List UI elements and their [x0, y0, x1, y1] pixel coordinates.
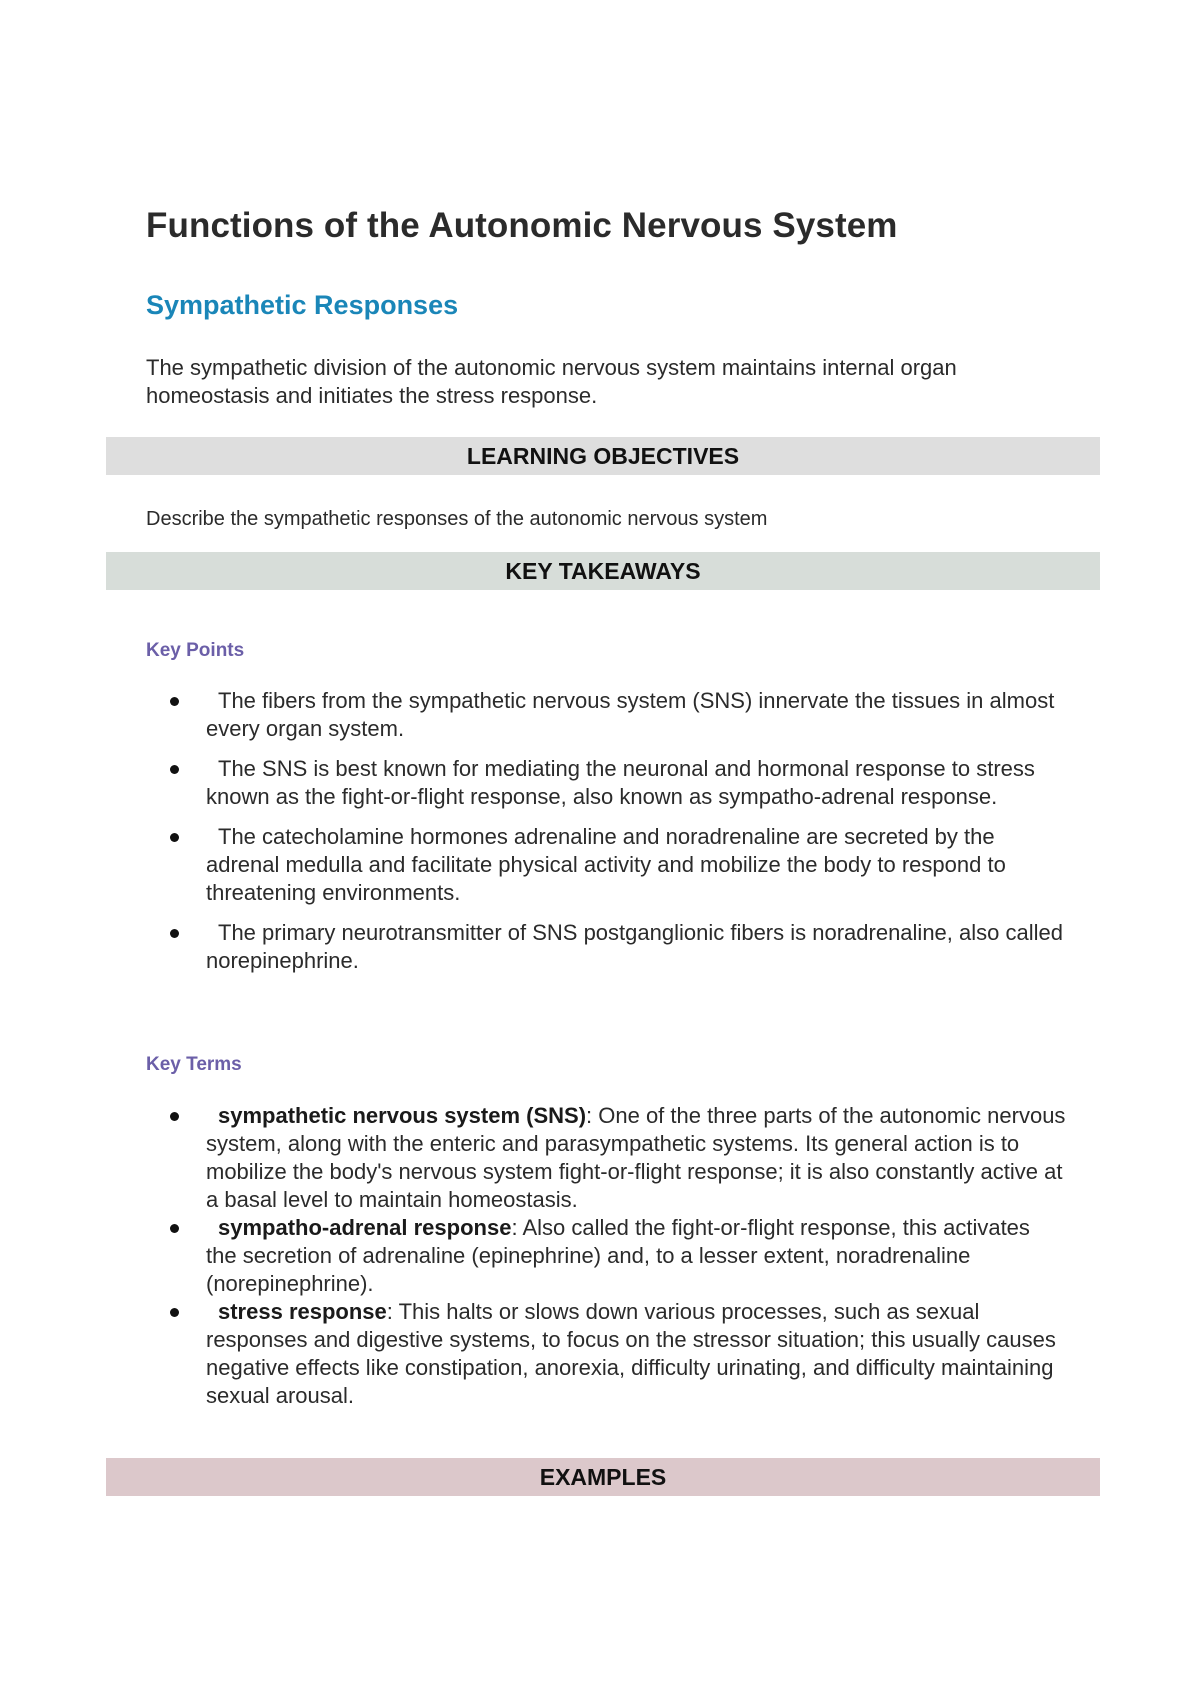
key-terms-list	[146, 1102, 1066, 1410]
bullet-icon	[170, 1112, 179, 1121]
list-item	[146, 1214, 1066, 1298]
list-item	[146, 823, 1066, 907]
key-takeaways-heading: KEY TAKEAWAYS	[505, 557, 701, 584]
bullet-icon	[170, 765, 179, 774]
learning-objectives-heading: LEARNING OBJECTIVES	[466, 442, 740, 469]
key-term-entry	[206, 1102, 1066, 1214]
list-item	[146, 1102, 1066, 1214]
key-term-definition: : This halts or slows down various processes, such as sexual responses and digestive systems, to focus on the stressor situation; this usually causes negative effects like constipation, anorexia, difficulty urinating, and difficulty maintaining sexual arousal.	[206, 1299, 1056, 1408]
key-term-definition: : Also called the fight-or-flight response, this activates the secretion of adrenaline (epinephrine) and, to a lesser extent, noradrenaline (norepinephrine).	[206, 1215, 1030, 1296]
section-subtitle: Sympathetic Responses	[146, 290, 459, 320]
key-term: stress response	[218, 1299, 387, 1324]
key-term: sympathetic nervous system (SNS)	[218, 1103, 587, 1128]
examples-heading: EXAMPLES	[539, 1463, 667, 1490]
learning-objective-text: Describe the sympathetic responses of the autonomic nervous system	[146, 508, 768, 530]
key-term-definition: : One of the three parts of the autonomic nervous system, along with the enteric and parasympathetic systems. Its general action is to mobilize the body's nervous system fight-or-flight response; it is also constantly active at a basal level to maintain homeostasis.	[206, 1103, 1066, 1212]
key-point-text: The fibers from the sympathetic nervous system (SNS) innervate the tissues in almost every organ system.	[206, 688, 1055, 741]
bullet-icon	[170, 1308, 179, 1317]
key-term: sympatho-adrenal response	[218, 1215, 512, 1240]
list-item	[146, 755, 1066, 811]
page-title: Functions of the Autonomic Nervous System	[146, 206, 898, 245]
bullet-icon	[170, 697, 179, 706]
list-item	[146, 1298, 1066, 1410]
key-points-label: Key Points	[146, 640, 245, 661]
learning-objectives-banner	[106, 437, 1100, 475]
bullet-icon	[170, 1224, 179, 1233]
key-takeaways-banner	[106, 552, 1100, 590]
list-item	[146, 687, 1066, 743]
key-point-text: The catecholamine hormones adrenaline and noradrenaline are secreted by the adrenal medulla and facilitate physical activity and mobilize the body to respond to threatening environments.	[206, 824, 1006, 905]
intro-paragraph: The sympathetic division of the autonomic nervous system maintains internal organ homeostasis and initiates the stress response.	[146, 355, 957, 408]
bullet-icon	[170, 833, 179, 842]
key-term-entry	[206, 1214, 1066, 1298]
bullet-icon	[170, 929, 179, 938]
key-term-entry	[206, 1298, 1066, 1410]
list-item	[146, 919, 1066, 975]
key-terms-label: Key Terms	[146, 1054, 242, 1075]
key-point-text: The SNS is best known for mediating the neuronal and hormonal response to stress known as the fight-or-flight response, also known as sympatho-adrenal response.	[206, 756, 1035, 809]
key-points-list	[146, 687, 1066, 987]
key-point-text: The primary neurotransmitter of SNS postganglionic fibers is noradrenaline, also called norepinephrine.	[206, 920, 1063, 973]
examples-banner	[106, 1458, 1100, 1496]
